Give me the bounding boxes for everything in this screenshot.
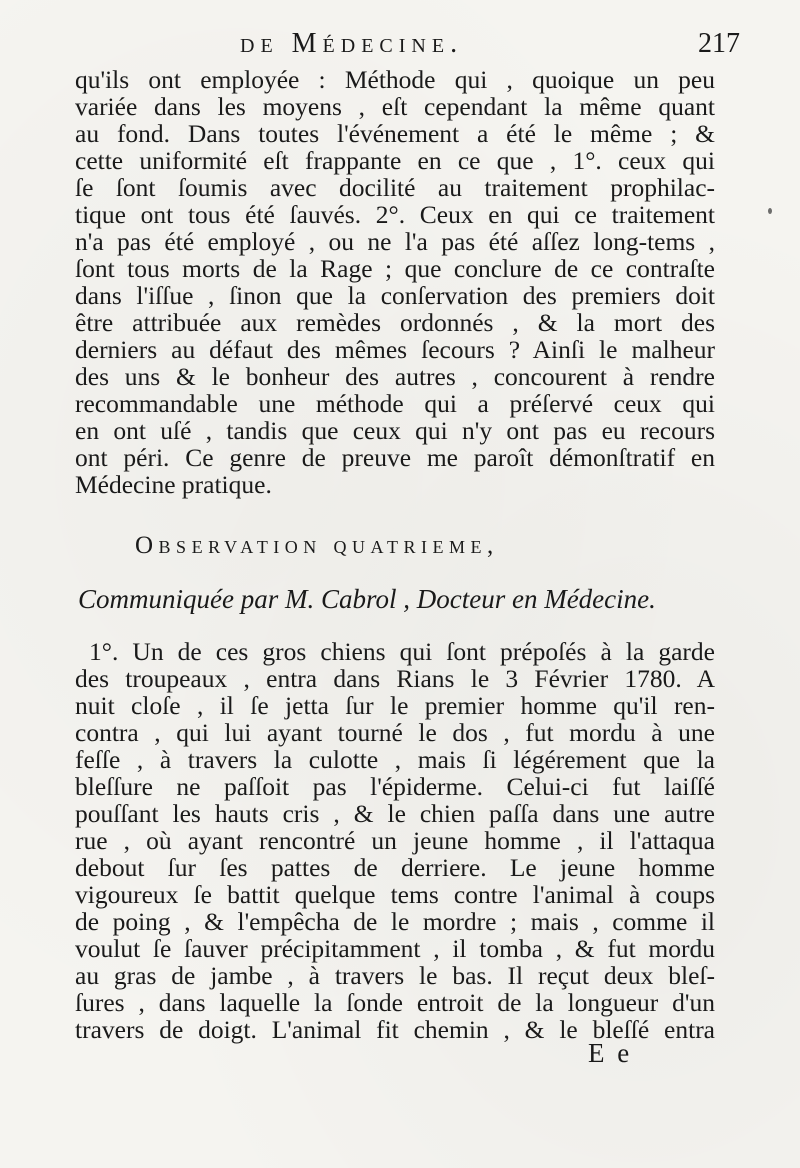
text-line: rue , où ayant rencontré un jeune homme , il l'attaqua <box>75 826 715 855</box>
text-line: dans l'iſſue , ſinon que la conſervation des premiers doit <box>75 281 715 310</box>
text-line: contra , qui lui ayant tourné le dos , fut mordu à une <box>75 718 715 747</box>
text-line: nuit cloſe , il ſe jetta ſur le premier homme qu'il ren- <box>75 691 715 720</box>
text-line: n'a pas été employé , ou ne l'a pas été aſſez long-tems , <box>75 227 715 256</box>
text-line: des troupeaux , entra dans Rians le 3 Février 1780. A <box>75 664 715 693</box>
text-line: bleſſure ne paſſoit pas l'épiderme. Celui-ci fut laiſſé <box>75 772 715 801</box>
text-line: Médecine pratique. <box>75 470 272 499</box>
text-line: derniers au défaut des mêmes ſecours ? Ainſi le malheur <box>75 335 715 364</box>
paragraph-observation <box>75 638 715 1043</box>
page-number: 217 <box>698 28 740 59</box>
text-line: au gras de jambe , à travers le bas. Il reçut deux bleſ- <box>75 961 715 990</box>
text-line: en ont uſé , tandis que ceux qui n'y ont pas eu recours <box>75 416 715 445</box>
text-line: vigoureux ſe battit quelque tems contre l'animal à coups <box>75 880 715 909</box>
paragraph-continuation <box>75 66 715 498</box>
text-line: variée dans les moyens , eſt cependant la même quant <box>75 92 715 121</box>
text-line: voulut ſe ſauver précipitamment , il tomba , & fut mordu <box>75 934 715 963</box>
ink-speck <box>768 208 772 214</box>
text-line: debout ſur ſes pattes de derriere. Le jeune homme <box>75 853 715 882</box>
text-line: qu'ils ont employée : Méthode qui , quoique un peu <box>75 65 715 94</box>
text-line: ſe ſont ſoumis avec docilité au traitement prophilac- <box>75 173 715 202</box>
section-heading: Observation quatrieme, <box>135 532 499 559</box>
text-line: ont péri. Ce genre de preuve me paroît démonſtratif en <box>75 443 715 472</box>
running-head <box>70 20 740 60</box>
text-line: de poing , & l'empêcha de le mordre ; mais , comme il <box>75 907 715 936</box>
text-line: être attribuée aux remèdes ordonnés , & la mort des <box>75 308 715 337</box>
signature-mark: E e <box>588 1038 633 1068</box>
section-subheading: Communiquée par M. Cabrol , Docteur en Médecine. <box>78 584 656 614</box>
text-line: feſſe , à travers la culotte , mais ſi légérement que la <box>75 745 715 774</box>
text-line: des uns & le bonheur des autres , concourent à rendre <box>75 362 715 391</box>
running-title: de Médecine. <box>240 28 464 59</box>
text-line: travers de doigt. L'animal fit chemin , & le bleſſé entra <box>75 1015 715 1044</box>
text-line: cette uniformité eſt frappante en ce que , 1°. ceux qui <box>75 146 715 175</box>
text-line: ſont tous morts de la Rage ; que conclure de ce contraſte <box>75 254 715 283</box>
text-line: pouſſant les hauts cris , & le chien paſſa dans une autre <box>75 799 715 828</box>
text-line: recommandable une méthode qui a préſervé ceux qui <box>75 389 715 418</box>
text-line: au fond. Dans toutes l'événement a été le même ; & <box>75 119 715 148</box>
text-line: 1°. Un de ces gros chiens qui ſont prépoſés à la garde <box>89 637 715 666</box>
text-line: ſures , dans laquelle la ſonde entroit de la longueur d'un <box>75 988 715 1017</box>
text-line: tique ont tous été ſauvés. 2°. Ceux en qui ce traitement <box>75 200 715 229</box>
